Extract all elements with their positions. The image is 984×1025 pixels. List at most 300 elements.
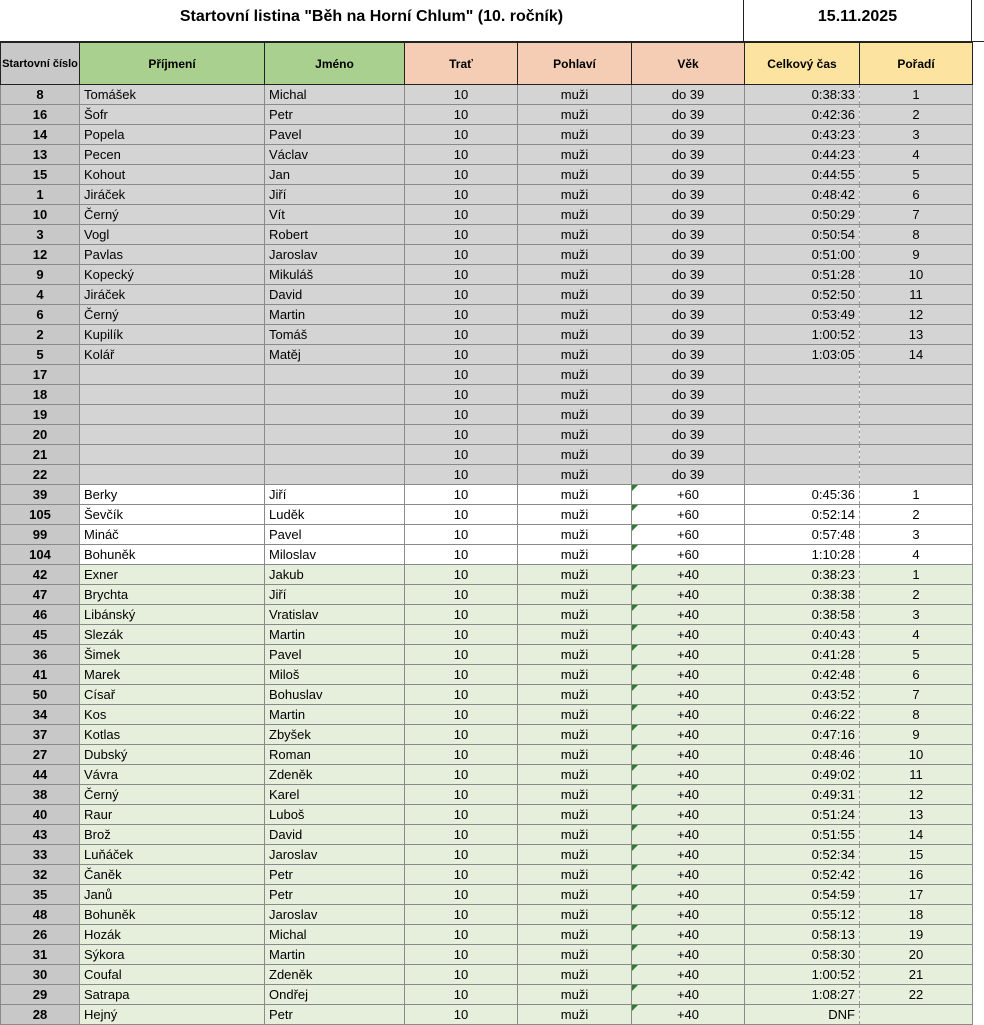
total-time-cell[interactable]: 0:53:49 — [745, 305, 860, 325]
total-time-cell[interactable]: 1:08:27 — [745, 985, 860, 1005]
track-cell[interactable]: 10 — [405, 985, 518, 1005]
surname-cell[interactable]: Bohuněk — [80, 905, 265, 925]
track-cell[interactable]: 10 — [405, 805, 518, 825]
name-cell[interactable]: Pavel — [265, 125, 405, 145]
total-time-cell[interactable]: 0:41:28 — [745, 645, 860, 665]
surname-cell[interactable]: Kupilík — [80, 325, 265, 345]
total-time-cell[interactable]: 0:49:31 — [745, 785, 860, 805]
track-cell[interactable]: 10 — [405, 405, 518, 425]
gender-cell[interactable]: muži — [518, 165, 632, 185]
total-time-cell[interactable] — [745, 425, 860, 445]
total-time-cell[interactable]: 0:43:23 — [745, 125, 860, 145]
age-cell[interactable]: do 39 — [632, 105, 745, 125]
gender-cell[interactable]: muži — [518, 745, 632, 765]
gender-cell[interactable]: muži — [518, 145, 632, 165]
total-time-cell[interactable]: 1:03:05 — [745, 345, 860, 365]
surname-cell[interactable]: Tomášek — [80, 85, 265, 105]
gender-cell[interactable]: muži — [518, 485, 632, 505]
age-cell[interactable]: do 39 — [632, 365, 745, 385]
age-cell[interactable]: do 39 — [632, 425, 745, 445]
name-cell[interactable]: Petr — [265, 105, 405, 125]
surname-cell[interactable]: Marek — [80, 665, 265, 685]
start-number-cell[interactable]: 47 — [1, 585, 80, 605]
total-time-cell[interactable]: 0:51:00 — [745, 245, 860, 265]
surname-cell[interactable]: Kopecký — [80, 265, 265, 285]
gender-cell[interactable]: muži — [518, 465, 632, 485]
surname-cell[interactable]: Černý — [80, 205, 265, 225]
surname-cell[interactable]: Kolář — [80, 345, 265, 365]
surname-cell[interactable]: Popela — [80, 125, 265, 145]
total-time-cell[interactable]: 0:49:02 — [745, 765, 860, 785]
start-number-cell[interactable]: 8 — [1, 85, 80, 105]
start-number-cell[interactable]: 12 — [1, 245, 80, 265]
start-number-cell[interactable]: 33 — [1, 845, 80, 865]
track-cell[interactable]: 10 — [405, 1005, 518, 1025]
total-time-cell[interactable]: 1:00:52 — [745, 965, 860, 985]
surname-cell[interactable]: Exner — [80, 565, 265, 585]
gender-cell[interactable]: muži — [518, 885, 632, 905]
rank-cell[interactable]: 12 — [860, 305, 973, 325]
start-number-cell[interactable]: 48 — [1, 905, 80, 925]
total-time-cell[interactable]: 0:45:36 — [745, 485, 860, 505]
total-time-cell[interactable]: 0:55:12 — [745, 905, 860, 925]
rank-cell[interactable]: 6 — [860, 185, 973, 205]
start-number-cell[interactable]: 38 — [1, 785, 80, 805]
track-cell[interactable]: 10 — [405, 725, 518, 745]
surname-cell[interactable]: Hejný — [80, 1005, 265, 1025]
rank-cell[interactable]: 7 — [860, 205, 973, 225]
age-cell[interactable]: +40 — [632, 945, 745, 965]
gender-cell[interactable]: muži — [518, 825, 632, 845]
total-time-cell[interactable] — [745, 365, 860, 385]
age-cell[interactable]: +40 — [632, 565, 745, 585]
rank-cell[interactable]: 2 — [860, 585, 973, 605]
start-number-cell[interactable]: 20 — [1, 425, 80, 445]
start-number-cell[interactable]: 15 — [1, 165, 80, 185]
rank-cell[interactable]: 14 — [860, 825, 973, 845]
age-cell[interactable]: do 39 — [632, 445, 745, 465]
surname-cell[interactable]: Černý — [80, 305, 265, 325]
surname-cell[interactable]: Slezák — [80, 625, 265, 645]
surname-cell[interactable]: Císař — [80, 685, 265, 705]
name-cell[interactable]: David — [265, 825, 405, 845]
gender-cell[interactable]: muži — [518, 405, 632, 425]
gender-cell[interactable]: muži — [518, 665, 632, 685]
gender-cell[interactable]: muži — [518, 225, 632, 245]
rank-cell[interactable]: 15 — [860, 845, 973, 865]
age-cell[interactable]: +40 — [632, 1005, 745, 1025]
total-time-cell[interactable]: 0:38:58 — [745, 605, 860, 625]
start-number-cell[interactable]: 17 — [1, 365, 80, 385]
name-cell[interactable]: Zbyšek — [265, 725, 405, 745]
start-number-cell[interactable]: 39 — [1, 485, 80, 505]
start-number-cell[interactable]: 29 — [1, 985, 80, 1005]
start-number-cell[interactable]: 104 — [1, 545, 80, 565]
gender-cell[interactable]: muži — [518, 365, 632, 385]
total-time-cell[interactable]: 0:58:13 — [745, 925, 860, 945]
start-number-cell[interactable]: 1 — [1, 185, 80, 205]
surname-cell[interactable]: Raur — [80, 805, 265, 825]
rank-cell[interactable]: 13 — [860, 805, 973, 825]
name-cell[interactable]: Petr — [265, 1005, 405, 1025]
gender-cell[interactable]: muži — [518, 865, 632, 885]
rank-cell[interactable] — [860, 465, 973, 485]
surname-cell[interactable]: Kohout — [80, 165, 265, 185]
rank-cell[interactable]: 9 — [860, 245, 973, 265]
total-time-cell[interactable] — [745, 465, 860, 485]
rank-cell[interactable]: 11 — [860, 765, 973, 785]
rank-cell[interactable]: 1 — [860, 85, 973, 105]
header-surname[interactable]: Příjmení — [80, 43, 265, 85]
total-time-cell[interactable]: 0:51:24 — [745, 805, 860, 825]
header-name[interactable]: Jméno — [265, 43, 405, 85]
rank-cell[interactable]: 16 — [860, 865, 973, 885]
rank-cell[interactable]: 13 — [860, 325, 973, 345]
rank-cell[interactable]: 10 — [860, 745, 973, 765]
gender-cell[interactable]: muži — [518, 705, 632, 725]
track-cell[interactable]: 10 — [405, 265, 518, 285]
track-cell[interactable]: 10 — [405, 385, 518, 405]
total-time-cell[interactable] — [745, 405, 860, 425]
start-number-cell[interactable]: 26 — [1, 925, 80, 945]
age-cell[interactable]: +40 — [632, 785, 745, 805]
age-cell[interactable]: +60 — [632, 545, 745, 565]
track-cell[interactable]: 10 — [405, 565, 518, 585]
track-cell[interactable]: 10 — [405, 765, 518, 785]
surname-cell[interactable]: Coufal — [80, 965, 265, 985]
total-time-cell[interactable]: 0:52:34 — [745, 845, 860, 865]
age-cell[interactable]: +40 — [632, 705, 745, 725]
name-cell[interactable]: Zdeněk — [265, 765, 405, 785]
total-time-cell[interactable]: 0:48:42 — [745, 185, 860, 205]
age-cell[interactable]: +40 — [632, 585, 745, 605]
start-number-cell[interactable]: 99 — [1, 525, 80, 545]
surname-cell[interactable]: Brychta — [80, 585, 265, 605]
total-time-cell[interactable]: 0:50:54 — [745, 225, 860, 245]
gender-cell[interactable]: muži — [518, 505, 632, 525]
start-number-cell[interactable]: 18 — [1, 385, 80, 405]
track-cell[interactable]: 10 — [405, 205, 518, 225]
rank-cell[interactable]: 4 — [860, 145, 973, 165]
surname-cell[interactable]: Kotlas — [80, 725, 265, 745]
total-time-cell[interactable]: 0:54:59 — [745, 885, 860, 905]
name-cell[interactable]: Jaroslav — [265, 905, 405, 925]
name-cell[interactable] — [265, 385, 405, 405]
total-time-cell[interactable]: 0:57:48 — [745, 525, 860, 545]
rank-cell[interactable] — [860, 1005, 973, 1025]
rank-cell[interactable]: 10 — [860, 265, 973, 285]
rank-cell[interactable]: 8 — [860, 705, 973, 725]
gender-cell[interactable]: muži — [518, 905, 632, 925]
track-cell[interactable]: 10 — [405, 185, 518, 205]
name-cell[interactable]: Jiří — [265, 185, 405, 205]
start-number-cell[interactable]: 31 — [1, 945, 80, 965]
age-cell[interactable]: do 39 — [632, 145, 745, 165]
rank-cell[interactable]: 6 — [860, 665, 973, 685]
track-cell[interactable]: 10 — [405, 305, 518, 325]
start-number-cell[interactable]: 6 — [1, 305, 80, 325]
gender-cell[interactable]: muži — [518, 565, 632, 585]
track-cell[interactable]: 10 — [405, 525, 518, 545]
age-cell[interactable]: do 39 — [632, 265, 745, 285]
start-number-cell[interactable]: 3 — [1, 225, 80, 245]
name-cell[interactable]: Jiří — [265, 585, 405, 605]
surname-cell[interactable]: Mináč — [80, 525, 265, 545]
age-cell[interactable]: +40 — [632, 925, 745, 945]
surname-cell[interactable]: Ševčík — [80, 505, 265, 525]
rank-cell[interactable]: 19 — [860, 925, 973, 945]
track-cell[interactable]: 10 — [405, 485, 518, 505]
total-time-cell[interactable]: 0:44:23 — [745, 145, 860, 165]
surname-cell[interactable]: Kos — [80, 705, 265, 725]
rank-cell[interactable] — [860, 405, 973, 425]
track-cell[interactable]: 10 — [405, 145, 518, 165]
age-cell[interactable]: +40 — [632, 685, 745, 705]
start-number-cell[interactable]: 45 — [1, 625, 80, 645]
name-cell[interactable]: Mikuláš — [265, 265, 405, 285]
rank-cell[interactable]: 2 — [860, 505, 973, 525]
gender-cell[interactable]: muži — [518, 305, 632, 325]
start-number-cell[interactable]: 40 — [1, 805, 80, 825]
age-cell[interactable]: +40 — [632, 845, 745, 865]
age-cell[interactable]: do 39 — [632, 305, 745, 325]
gender-cell[interactable]: muži — [518, 785, 632, 805]
surname-cell[interactable] — [80, 425, 265, 445]
gender-cell[interactable]: muži — [518, 545, 632, 565]
header-total-time[interactable]: Celkový čas — [745, 43, 860, 85]
start-number-cell[interactable]: 36 — [1, 645, 80, 665]
name-cell[interactable]: Miloš — [265, 665, 405, 685]
rank-cell[interactable] — [860, 385, 973, 405]
rank-cell[interactable] — [860, 425, 973, 445]
age-cell[interactable]: +40 — [632, 765, 745, 785]
name-cell[interactable]: Zdeněk — [265, 965, 405, 985]
total-time-cell[interactable]: 0:58:30 — [745, 945, 860, 965]
track-cell[interactable]: 10 — [405, 85, 518, 105]
surname-cell[interactable]: Čaněk — [80, 865, 265, 885]
track-cell[interactable]: 10 — [405, 225, 518, 245]
name-cell[interactable]: Michal — [265, 85, 405, 105]
track-cell[interactable]: 10 — [405, 245, 518, 265]
gender-cell[interactable]: muži — [518, 345, 632, 365]
gender-cell[interactable]: muži — [518, 125, 632, 145]
name-cell[interactable]: Petr — [265, 865, 405, 885]
surname-cell[interactable] — [80, 445, 265, 465]
start-number-cell[interactable]: 9 — [1, 265, 80, 285]
total-time-cell[interactable]: 1:10:28 — [745, 545, 860, 565]
start-number-cell[interactable]: 13 — [1, 145, 80, 165]
start-number-cell[interactable]: 10 — [1, 205, 80, 225]
name-cell[interactable] — [265, 445, 405, 465]
rank-cell[interactable]: 11 — [860, 285, 973, 305]
name-cell[interactable]: Karel — [265, 785, 405, 805]
track-cell[interactable]: 10 — [405, 965, 518, 985]
rank-cell[interactable]: 9 — [860, 725, 973, 745]
total-time-cell[interactable]: DNF — [745, 1005, 860, 1025]
start-number-cell[interactable]: 43 — [1, 825, 80, 845]
name-cell[interactable]: Martin — [265, 705, 405, 725]
track-cell[interactable]: 10 — [405, 825, 518, 845]
track-cell[interactable]: 10 — [405, 165, 518, 185]
age-cell[interactable]: +40 — [632, 885, 745, 905]
track-cell[interactable]: 10 — [405, 785, 518, 805]
start-number-cell[interactable]: 14 — [1, 125, 80, 145]
rank-cell[interactable]: 14 — [860, 345, 973, 365]
surname-cell[interactable]: Šofr — [80, 105, 265, 125]
rank-cell[interactable]: 4 — [860, 545, 973, 565]
track-cell[interactable]: 10 — [405, 325, 518, 345]
rank-cell[interactable]: 20 — [860, 945, 973, 965]
age-cell[interactable]: do 39 — [632, 465, 745, 485]
age-cell[interactable]: +60 — [632, 485, 745, 505]
age-cell[interactable]: +40 — [632, 905, 745, 925]
rank-cell[interactable]: 5 — [860, 645, 973, 665]
start-number-cell[interactable]: 16 — [1, 105, 80, 125]
track-cell[interactable]: 10 — [405, 345, 518, 365]
rank-cell[interactable]: 17 — [860, 885, 973, 905]
age-cell[interactable]: do 39 — [632, 185, 745, 205]
surname-cell[interactable]: Vogl — [80, 225, 265, 245]
start-number-cell[interactable]: 50 — [1, 685, 80, 705]
surname-cell[interactable]: Luňáček — [80, 845, 265, 865]
name-cell[interactable]: Václav — [265, 145, 405, 165]
name-cell[interactable]: Martin — [265, 945, 405, 965]
gender-cell[interactable]: muži — [518, 185, 632, 205]
track-cell[interactable]: 10 — [405, 545, 518, 565]
surname-cell[interactable] — [80, 405, 265, 425]
gender-cell[interactable]: muži — [518, 965, 632, 985]
surname-cell[interactable]: Hozák — [80, 925, 265, 945]
track-cell[interactable]: 10 — [405, 665, 518, 685]
name-cell[interactable]: Robert — [265, 225, 405, 245]
name-cell[interactable] — [265, 365, 405, 385]
gender-cell[interactable]: muži — [518, 285, 632, 305]
gender-cell[interactable]: muži — [518, 525, 632, 545]
gender-cell[interactable]: muži — [518, 765, 632, 785]
surname-cell[interactable] — [80, 465, 265, 485]
age-cell[interactable]: +40 — [632, 825, 745, 845]
start-number-cell[interactable]: 28 — [1, 1005, 80, 1025]
surname-cell[interactable]: Bohuněk — [80, 545, 265, 565]
rank-cell[interactable]: 8 — [860, 225, 973, 245]
total-time-cell[interactable]: 0:52:14 — [745, 505, 860, 525]
surname-cell[interactable]: Pecen — [80, 145, 265, 165]
track-cell[interactable]: 10 — [405, 585, 518, 605]
age-cell[interactable]: +40 — [632, 625, 745, 645]
gender-cell[interactable]: muži — [518, 685, 632, 705]
gender-cell[interactable]: muži — [518, 985, 632, 1005]
name-cell[interactable]: Matěj — [265, 345, 405, 365]
start-number-cell[interactable]: 35 — [1, 885, 80, 905]
total-time-cell[interactable]: 0:38:38 — [745, 585, 860, 605]
track-cell[interactable]: 10 — [405, 285, 518, 305]
name-cell[interactable]: Pavel — [265, 645, 405, 665]
age-cell[interactable]: +60 — [632, 505, 745, 525]
surname-cell[interactable] — [80, 365, 265, 385]
track-cell[interactable]: 10 — [405, 105, 518, 125]
rank-cell[interactable]: 4 — [860, 625, 973, 645]
track-cell[interactable]: 10 — [405, 865, 518, 885]
header-track[interactable]: Trať — [405, 43, 518, 85]
name-cell[interactable] — [265, 405, 405, 425]
name-cell[interactable]: Luděk — [265, 505, 405, 525]
total-time-cell[interactable] — [745, 385, 860, 405]
rank-cell[interactable]: 3 — [860, 125, 973, 145]
start-number-cell[interactable]: 46 — [1, 605, 80, 625]
total-time-cell[interactable]: 0:51:28 — [745, 265, 860, 285]
track-cell[interactable]: 10 — [405, 705, 518, 725]
race-date[interactable]: 15.11.2025 — [744, 0, 972, 41]
total-time-cell[interactable]: 0:38:23 — [745, 565, 860, 585]
rank-cell[interactable]: 5 — [860, 165, 973, 185]
gender-cell[interactable]: muži — [518, 945, 632, 965]
name-cell[interactable]: Luboš — [265, 805, 405, 825]
name-cell[interactable]: Jakub — [265, 565, 405, 585]
gender-cell[interactable]: muži — [518, 385, 632, 405]
gender-cell[interactable]: muži — [518, 925, 632, 945]
total-time-cell[interactable]: 0:38:33 — [745, 85, 860, 105]
name-cell[interactable]: Roman — [265, 745, 405, 765]
header-age[interactable]: Věk — [632, 43, 745, 85]
track-cell[interactable]: 10 — [405, 945, 518, 965]
rank-cell[interactable]: 3 — [860, 605, 973, 625]
total-time-cell[interactable]: 0:51:55 — [745, 825, 860, 845]
gender-cell[interactable]: muži — [518, 425, 632, 445]
age-cell[interactable]: do 39 — [632, 125, 745, 145]
start-number-cell[interactable]: 37 — [1, 725, 80, 745]
start-number-cell[interactable]: 32 — [1, 865, 80, 885]
age-cell[interactable]: do 39 — [632, 205, 745, 225]
start-number-cell[interactable]: 44 — [1, 765, 80, 785]
name-cell[interactable]: David — [265, 285, 405, 305]
rank-cell[interactable]: 21 — [860, 965, 973, 985]
total-time-cell[interactable]: 0:52:42 — [745, 865, 860, 885]
name-cell[interactable]: Miloslav — [265, 545, 405, 565]
surname-cell[interactable]: Libánský — [80, 605, 265, 625]
track-cell[interactable]: 10 — [405, 685, 518, 705]
track-cell[interactable]: 10 — [405, 505, 518, 525]
start-number-cell[interactable]: 30 — [1, 965, 80, 985]
gender-cell[interactable]: muži — [518, 1005, 632, 1025]
age-cell[interactable]: do 39 — [632, 325, 745, 345]
name-cell[interactable]: Jaroslav — [265, 245, 405, 265]
start-number-cell[interactable]: 105 — [1, 505, 80, 525]
surname-cell[interactable]: Vávra — [80, 765, 265, 785]
gender-cell[interactable]: muži — [518, 265, 632, 285]
start-number-cell[interactable]: 42 — [1, 565, 80, 585]
total-time-cell[interactable]: 0:48:46 — [745, 745, 860, 765]
age-cell[interactable]: do 39 — [632, 405, 745, 425]
total-time-cell[interactable]: 0:47:16 — [745, 725, 860, 745]
gender-cell[interactable]: muži — [518, 645, 632, 665]
track-cell[interactable]: 10 — [405, 885, 518, 905]
name-cell[interactable]: Pavel — [265, 525, 405, 545]
name-cell[interactable]: Martin — [265, 625, 405, 645]
surname-cell[interactable]: Černý — [80, 785, 265, 805]
rank-cell[interactable]: 1 — [860, 565, 973, 585]
start-number-cell[interactable]: 2 — [1, 325, 80, 345]
total-time-cell[interactable]: 0:42:48 — [745, 665, 860, 685]
total-time-cell[interactable]: 0:40:43 — [745, 625, 860, 645]
gender-cell[interactable]: muži — [518, 585, 632, 605]
age-cell[interactable]: +40 — [632, 965, 745, 985]
header-gender[interactable]: Pohlaví — [518, 43, 632, 85]
start-number-cell[interactable]: 19 — [1, 405, 80, 425]
age-cell[interactable]: +40 — [632, 665, 745, 685]
total-time-cell[interactable]: 1:00:52 — [745, 325, 860, 345]
name-cell[interactable]: Bohuslav — [265, 685, 405, 705]
surname-cell[interactable] — [80, 385, 265, 405]
